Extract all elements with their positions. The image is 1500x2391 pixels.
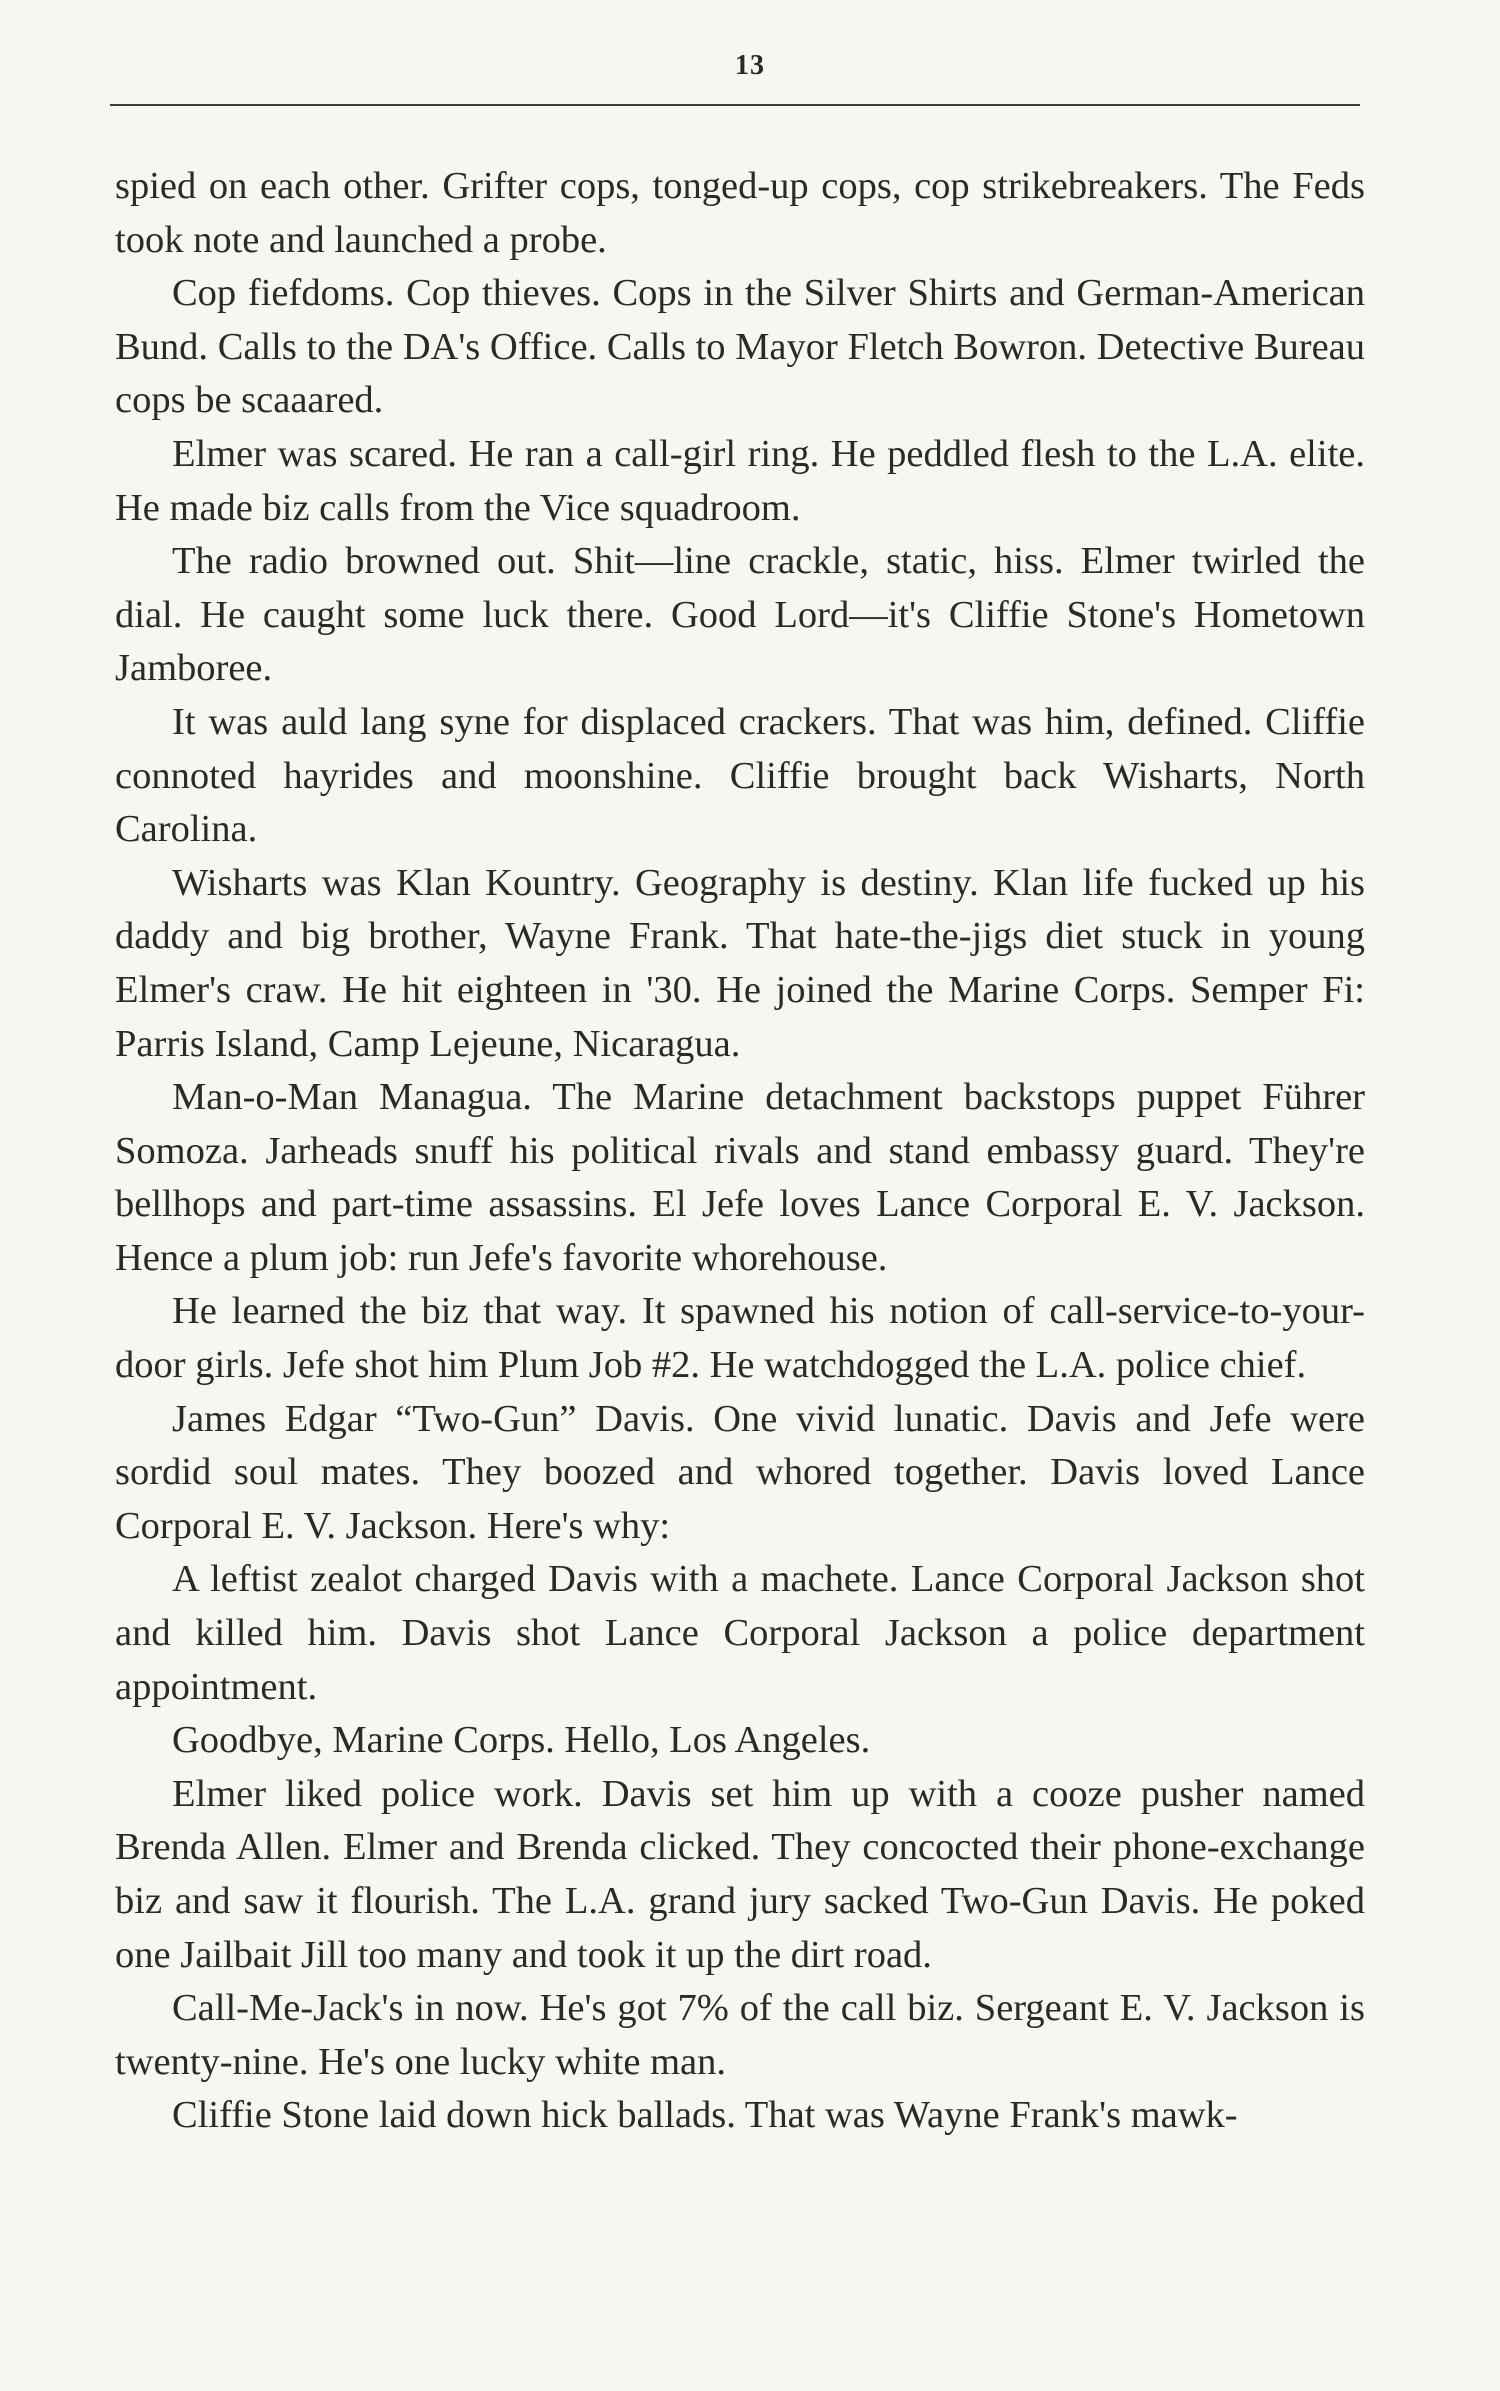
paragraph: Man-o-Man Managua. The Marine detachment backstops puppet Führer Somoza. Jarheads snuff his political rivals and stand embassy guard. They're bellhops and part-time assassins. El Jefe loves Lance Corporal E. V. Jackson. Hence a plum job: run Jefe's favorite whorehouse. [115, 1076, 1365, 1279]
page-number: 13 [735, 50, 765, 81]
paragraph: Call-Me-Jack's in now. He's got 7% of the call biz. Sergeant E. V. Jackson is twenty-nine. He's one lucky white man. [115, 1987, 1365, 2083]
paragraph: Elmer was scared. He ran a call-girl ring. He peddled flesh to the L.A. elite. He made biz calls from the Vice squadroom. [115, 432, 1365, 529]
paragraph: Cop fiefdoms. Cop thieves. Cops in the Silver Shirts and German-American Bund. Calls to the DA's Office. Calls to Mayor Fletch Bowron. Detective Bureau cops be scaaared. [115, 272, 1365, 422]
body-text [115, 160, 1365, 2143]
paragraph: James Edgar “Two-Gun” Davis. One vivid lunatic. Davis and Jefe were sordid soul mates. They boozed and whored together. Davis loved Lance Corporal E. V. Jackson. Here's why: [115, 1397, 1365, 1547]
paragraph: Goodbye, Marine Corps. Hello, Los Angeles. [172, 1719, 871, 1762]
paragraph: Wisharts was Klan Kountry. Geography is destiny. Klan life fucked up his daddy and big brother, Wayne Frank. That hate-the-jigs diet stuck in young Elmer's craw. He hit eighteen in '30. He joined the Marine Corps. Semper Fi: Parris Island, Camp Lejeune, Nicaragua. [115, 861, 1365, 1065]
header-rule [110, 104, 1360, 106]
paragraph: Cliffie Stone laid down hick ballads. That was Wayne Frank's mawk- [172, 2094, 1238, 2137]
paragraph: A leftist zealot charged Davis with a machete. Lance Corporal Jackson shot and killed him. Davis shot Lance Corporal Jackson a police department appointment. [115, 1558, 1365, 1708]
paragraph: spied on each other. Grifter cops, tonged-up cops, cop strikebreakers. The Feds took note and launched a probe. [115, 165, 1365, 261]
paragraph: Elmer liked police work. Davis set him up with a cooze pusher named Brenda Allen. Elmer and Brenda clicked. They concocted their phone-exchange biz and saw it flourish. The L.A. grand jury sacked Two-Gun Davis. He poked one Jailbait Jill too many and took it up the dirt road. [115, 1772, 1365, 1976]
paragraph: The radio browned out. Shit—line crackle, static, hiss. Elmer twirled the dial. He caught some luck there. Good Lord—it's Cliffie Stone's Hometown Jamboree. [115, 540, 1365, 690]
paragraph: He learned the biz that way. It spawned his notion of call-service-to-your-door girls. Jefe shot him Plum Job #2. He watchdogged the L.A. police chief. [115, 1290, 1365, 1387]
paragraph: It was auld lang syne for displaced crackers. That was him, defined. Cliffie connoted hayrides and moonshine. Cliffie brought back Wisharts, North Carolina. [115, 700, 1365, 851]
